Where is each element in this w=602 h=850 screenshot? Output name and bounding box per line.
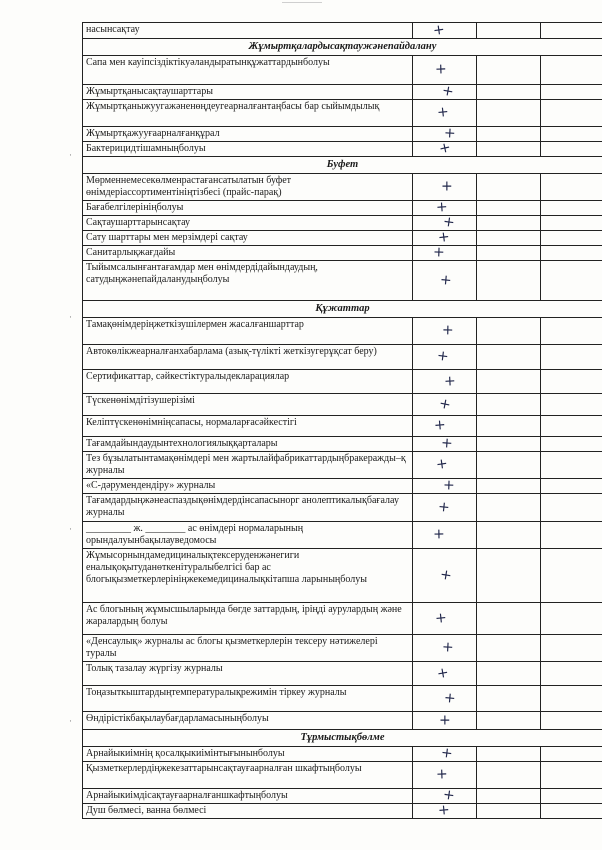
checklist-row: [83, 100, 602, 127]
check-mark: +: [439, 711, 451, 728]
mark-cell: [413, 370, 477, 394]
empty-cell: [477, 345, 541, 370]
row-text: «С-дәрумендендіру» журналы: [83, 479, 413, 494]
row-text: Ас блогының жұмысшыларында бөгде заттардың, іріңді аурулардың және жаралардың болуы: [83, 603, 413, 635]
section-header: [83, 39, 602, 56]
checklist-sheet: [82, 22, 602, 819]
mark-cell: [413, 139, 477, 158]
row-text: Өндірістікбақылаубағдарламасыныңболуы: [83, 712, 413, 730]
row-text: Арнайыкиімдісақтауғаарналғаншкафтыңболуы: [83, 789, 413, 804]
section-header: [83, 157, 602, 174]
empty-cell: [541, 345, 602, 370]
check-mark: +: [434, 455, 449, 474]
check-mark: +: [431, 21, 446, 39]
mark-cell: [413, 318, 477, 345]
row-text: Арнайыкиімнің қосалқыкиімінтығынынболуы: [83, 747, 413, 762]
empty-cell: [541, 603, 602, 635]
check-mark: +: [438, 566, 453, 584]
section-header: [83, 730, 602, 747]
row-text: Тағамдардыңжәнеаспаздықөнімдердінсапасынорг анолептикалықбағалау журналы: [83, 494, 413, 522]
empty-cell: [541, 370, 602, 394]
row-text: Санитарлықжағдайы: [83, 246, 413, 261]
check-mark: +: [436, 103, 450, 121]
checklist-row: [83, 345, 602, 370]
empty-cell: [541, 246, 602, 261]
row-text: Бағабелгілерініңболуы: [83, 201, 413, 216]
row-text: Келіптүскенөнімніңсапасы, нормаларғасәйкестігі: [83, 416, 413, 437]
empty-cell: [477, 603, 541, 635]
empty-cell: [541, 635, 602, 662]
faint-top-mark: [282, 2, 322, 6]
checklist-row: [83, 85, 602, 100]
checklist-row: [83, 142, 602, 157]
check-mark: +: [440, 744, 454, 763]
empty-cell: [541, 549, 602, 603]
section-title: Буфет: [83, 157, 602, 174]
row-text: Түскенөнімдітізушерізімі: [83, 394, 413, 416]
checklist-row: [83, 635, 602, 662]
checklist-row: [83, 318, 602, 345]
mark-cell: [413, 479, 477, 494]
empty-cell: [541, 100, 602, 127]
row-text: Сату шарттары мен мерзімдері сақтау: [83, 231, 413, 246]
mark-cell: [413, 452, 477, 479]
empty-cell: [477, 747, 541, 762]
mark-cell: [413, 662, 477, 686]
row-text: Сапа мен кауіпсіздіктікуәландыратынқұжаттардынболуы: [83, 56, 413, 85]
checklist-row: [83, 246, 602, 261]
empty-cell: [541, 231, 602, 246]
section-title: Жұмыртқалардысақтаужәнепайдалану: [83, 39, 602, 56]
mark-cell: [413, 100, 477, 127]
empty-cell: [541, 479, 602, 494]
check-mark: +: [436, 347, 450, 366]
mark-cell: [413, 494, 477, 522]
empty-cell: [477, 712, 541, 730]
checklist-row: [83, 603, 602, 635]
empty-cell: [477, 127, 541, 142]
checklist-row: [83, 762, 602, 789]
checklist-row: [83, 394, 602, 416]
checklist-row: [83, 201, 602, 216]
empty-cell: [477, 662, 541, 686]
mark-cell: [413, 549, 477, 603]
mark-cell: [413, 744, 477, 763]
empty-cell: [541, 127, 602, 142]
checklist-row: [83, 56, 602, 85]
check-mark: +: [441, 213, 456, 232]
mark-cell: [413, 635, 477, 662]
empty-cell: [541, 437, 602, 452]
section-header: [83, 301, 602, 318]
checklist-row: [83, 452, 602, 479]
row-text: _________ ж. ________ ас өнімдері нормаларының орындалуынбақылауведомосы: [83, 522, 413, 549]
checklist-row: [83, 712, 602, 730]
check-mark: +: [437, 139, 453, 158]
empty-cell: [541, 174, 602, 201]
check-mark: +: [441, 786, 456, 805]
mark-cell: [413, 345, 477, 370]
check-mark: +: [437, 394, 453, 413]
empty-cell: [541, 662, 602, 686]
mark-cell: [413, 228, 477, 247]
check-mark: +: [443, 125, 457, 142]
check-mark: +: [441, 322, 454, 339]
mark-cell: [413, 762, 477, 789]
checklist-row: [83, 549, 602, 603]
checklist-row: [83, 479, 602, 494]
check-mark: +: [437, 228, 451, 247]
check-mark: +: [433, 416, 447, 434]
check-mark: +: [441, 178, 453, 195]
empty-cell: [477, 494, 541, 522]
empty-cell: [477, 804, 541, 819]
check-mark: +: [435, 766, 449, 783]
check-mark: +: [434, 609, 448, 627]
check-mark: +: [443, 372, 457, 390]
row-text: Бактерицидтішамныңболуы: [83, 142, 413, 157]
empty-cell: [541, 201, 602, 216]
empty-cell: [477, 370, 541, 394]
check-mark: +: [441, 639, 455, 656]
empty-cell: [541, 494, 602, 522]
empty-cell: [541, 747, 602, 762]
row-text: Мөрменнемесекөлменрастағансатылатын буфет өнімдеріассортиментініңтізбесі (прайс-парақ): [83, 174, 413, 201]
row-text: Жұмыртқажууғаарналғанқұрал: [83, 127, 413, 142]
row-text: Жұмыртқаныжуугажәненөңдеугеарналғантаңбасы бар сыйымдылық: [83, 100, 413, 127]
empty-cell: [541, 142, 602, 157]
mark-cell: [413, 686, 477, 712]
empty-cell: [541, 522, 602, 549]
pencil-mark: ·: [69, 524, 72, 534]
checklist-row: [83, 216, 602, 231]
checklist-row: [83, 747, 602, 762]
row-text: Жұмысорнындамедициналықтексеруденжәнегиги еналықоқытуданөткенітуралыбелгісі бар ас блогықызметкерлерініңжекемедициналықкітапша ларыныңболуы: [83, 549, 413, 603]
row-text: Жұмыртқанысақтаушарттары: [83, 85, 413, 100]
check-mark: +: [443, 689, 457, 707]
checklist-row: [83, 370, 602, 394]
checklist-row: [83, 127, 602, 142]
pencil-mark: ·: [69, 312, 72, 322]
row-text: Душ бөлмесі, ванна бөлмесі: [83, 804, 413, 819]
mark-cell: [413, 522, 477, 549]
row-text: Тез бұзылатынтамақөнімдері мен жартылайфабрикаттардыңбракеражды–қ журналы: [83, 452, 413, 479]
empty-cell: [541, 318, 602, 345]
empty-cell: [477, 174, 541, 201]
empty-cell: [541, 686, 602, 712]
empty-cell: [477, 522, 541, 549]
empty-cell: [541, 394, 602, 416]
empty-cell: [541, 712, 602, 730]
checklist-table: [82, 22, 602, 819]
checklist-body: [83, 23, 602, 819]
check-mark: +: [442, 477, 456, 494]
empty-cell: [477, 318, 541, 345]
check-mark: +: [435, 199, 449, 216]
pencil-mark: ·: [69, 150, 72, 160]
row-text: Тоңазыткыштардыңтемпературалықрежимін тіркеу журналы: [83, 686, 413, 712]
row-text: Қызметкерлердіңжекезаттарынсақтауғаарналған шкафтыңболуы: [83, 762, 413, 789]
mark-cell: [413, 56, 477, 85]
empty-cell: [477, 549, 541, 603]
empty-cell: [541, 56, 602, 85]
empty-cell: [541, 762, 602, 789]
empty-cell: [541, 261, 602, 301]
empty-cell: [541, 789, 602, 804]
check-mark: +: [432, 244, 446, 261]
check-mark: +: [434, 61, 448, 78]
check-mark: +: [439, 271, 453, 289]
empty-cell: [477, 635, 541, 662]
checklist-row: [83, 686, 602, 712]
check-mark: +: [437, 801, 451, 819]
mark-cell: [413, 712, 477, 730]
row-text: насынсақтау: [83, 23, 413, 39]
row-text: Автокөлікжеарналғанхабарлама (азық-түлікті жеткізугерұқсат беру): [83, 345, 413, 370]
checklist-row: [83, 522, 602, 549]
check-mark: +: [437, 498, 451, 516]
row-text: Сертификаттар, сәйкестіктуралыдекларациялар: [83, 370, 413, 394]
checklist-row: [83, 804, 602, 819]
check-mark: +: [432, 526, 445, 543]
empty-cell: [477, 479, 541, 494]
section-title: Тұрмыстықбөлме: [83, 730, 602, 747]
check-mark: +: [440, 82, 456, 101]
checklist-row: [83, 494, 602, 522]
empty-cell: [477, 686, 541, 712]
empty-cell: [541, 216, 602, 231]
mark-cell: [413, 82, 477, 101]
checklist-row: [83, 416, 602, 437]
empty-cell: [541, 452, 602, 479]
mark-cell: [413, 801, 477, 819]
empty-cell: [477, 246, 541, 261]
row-text: Толық тазалау жүргізу журналы: [83, 662, 413, 686]
empty-cell: [477, 201, 541, 216]
empty-cell: [477, 85, 541, 100]
checklist-row: [83, 174, 602, 201]
empty-cell: [541, 804, 602, 819]
empty-cell: [477, 394, 541, 416]
section-title: Құжаттар: [83, 301, 602, 318]
row-text: «Денсаулық» журналы ас блогы қызметкерлерін тексеру нәтижелері туралы: [83, 635, 413, 662]
empty-cell: [477, 437, 541, 452]
empty-cell: [477, 416, 541, 437]
empty-cell: [477, 762, 541, 789]
empty-cell: [477, 23, 541, 39]
mark-cell: [413, 437, 477, 452]
empty-cell: [477, 142, 541, 157]
mark-cell: [413, 416, 477, 437]
checklist-row: [83, 23, 602, 39]
empty-cell: [541, 23, 602, 39]
mark-cell: [413, 23, 477, 39]
empty-cell: [541, 85, 602, 100]
pencil-mark: ·: [69, 716, 72, 726]
checklist-row: [83, 789, 602, 804]
check-mark: +: [435, 664, 451, 682]
checklist-row: [83, 437, 602, 452]
row-text: Тамақөнімдеріңжеткізушілермен жасалғаншарттар: [83, 318, 413, 345]
row-text: Тағамдайындаудынтехнологиялыққарталары: [83, 437, 413, 452]
mark-cell: [413, 603, 477, 635]
checklist-row: [83, 231, 602, 246]
check-mark: +: [440, 435, 454, 452]
empty-cell: [477, 789, 541, 804]
mark-cell: [413, 246, 477, 261]
checklist-row: [83, 662, 602, 686]
empty-cell: [477, 100, 541, 127]
empty-cell: [477, 261, 541, 301]
row-text: Сақтаушарттарынсақтау: [83, 216, 413, 231]
empty-cell: [477, 452, 541, 479]
empty-cell: [477, 216, 541, 231]
checklist-row: [83, 261, 602, 301]
mark-cell: [413, 394, 477, 416]
mark-cell: [413, 174, 477, 201]
empty-cell: [477, 231, 541, 246]
row-text: Тыйымсалынғантағамдар мен өнімдердідайындаудың, сатудыңжәнепайдаланудыңболуы: [83, 261, 413, 301]
mark-cell: [413, 261, 477, 301]
empty-cell: [541, 416, 602, 437]
empty-cell: [477, 56, 541, 85]
